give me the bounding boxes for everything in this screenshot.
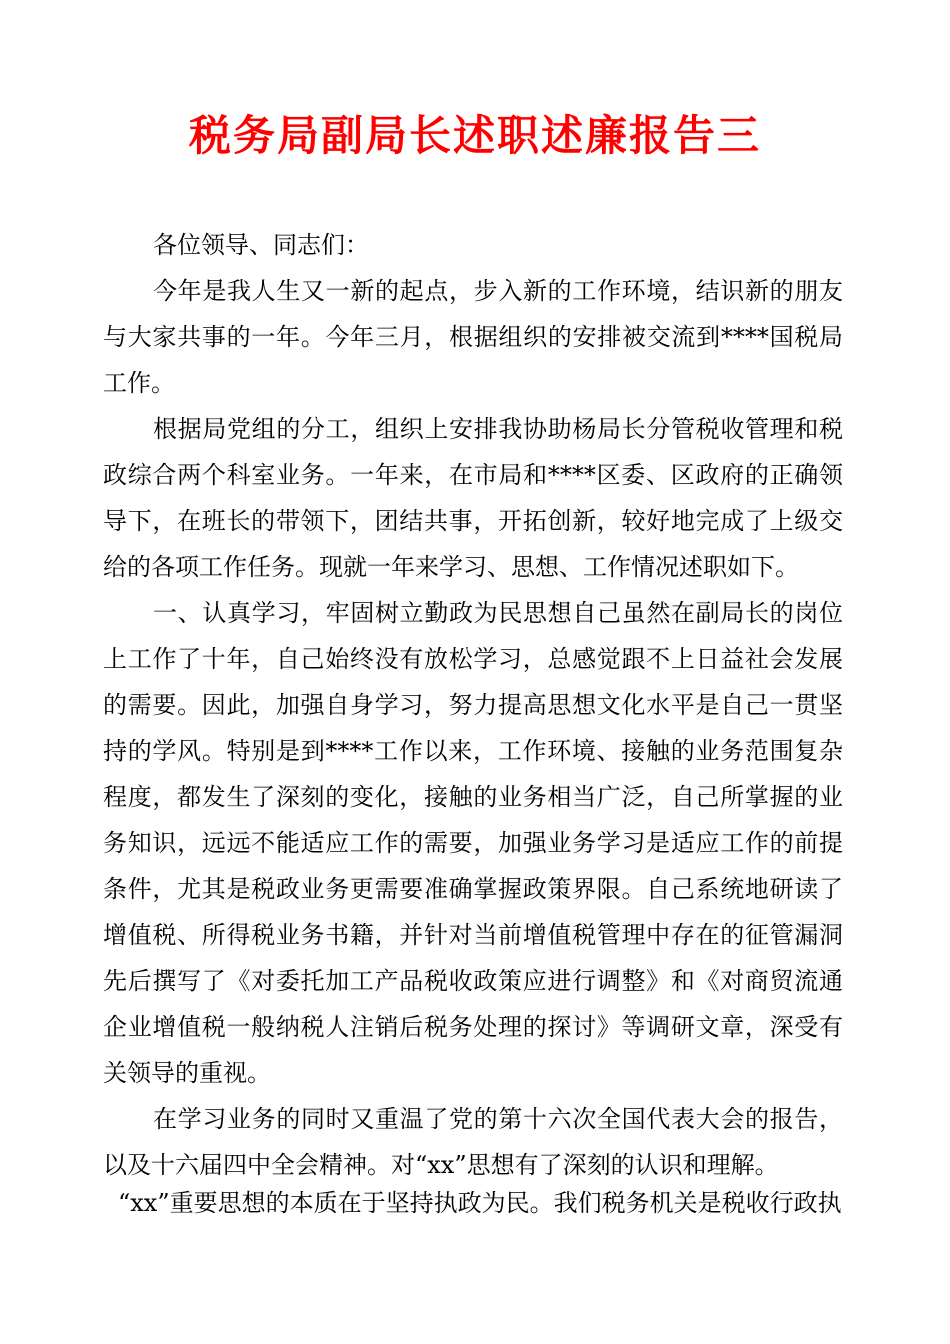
paragraph-1: 今年是我人生又一新的起点，步入新的工作环境，结识新的朋友与大家共事的一年。今年三月，根据组织的安排被交流到****国税局工作。: [103, 277, 843, 397]
document-title: 税务局副局长述职述廉报告三: [188, 111, 761, 160]
paragraph-3: 一、认真学习，牢固树立勤政为民思想自己虽然在副局长的岗位上工作了十年，自己始终没有放松学习，总感觉跟不上日益社会发展的需要。因此，加强自身学习，努力提高思想文化水平是自己一贯坚持的学风。特别是到****工作以来，工作环境、接触的业务范围复杂程度，都发生了深刻的变化，接触的业务相当广泛，自己所掌握的业务知识，远远不能适应工作的需要，加强业务学习是适应工作的前提条件，尤其是税政业务更需要准确掌握政策界限。自己系统地研读了增值税、所得税业务书籍，并针对当前增值税管理中存在的征管漏洞先后撰写了《对委托加工产品税收政策应进行调整》和《对商贸流通企业增值税一般纳税人注销后税务处理的探讨》等调研文章，深受有关领导的重视。: [103, 599, 843, 1087]
body-paragraphs: [103, 268, 843, 1188]
greeting: 各位领导、同志们：: [153, 231, 369, 259]
paragraph-5-first-line: “xx”重要思想的本质在于坚持执政为民。我们税务机关是税收行政执: [118, 1189, 842, 1217]
paragraph-4: 在学习业务的同时又重温了党的第十六次全国代表大会的报告，以及十六届四中全会精神。对“xx”思想有了深刻的认识和理解。: [103, 1105, 843, 1179]
paragraph-2: 根据局党组的分工，组织上安排我协助杨局长分管税收管理和税政综合两个科室业务。一年来，在市局和****区委、区政府的正确领导下，在班长的带领下，团结共事，开拓创新，较好地完成了上级交给的各项工作任务。现就一年来学习、思想、工作情况述职如下。: [103, 415, 843, 581]
